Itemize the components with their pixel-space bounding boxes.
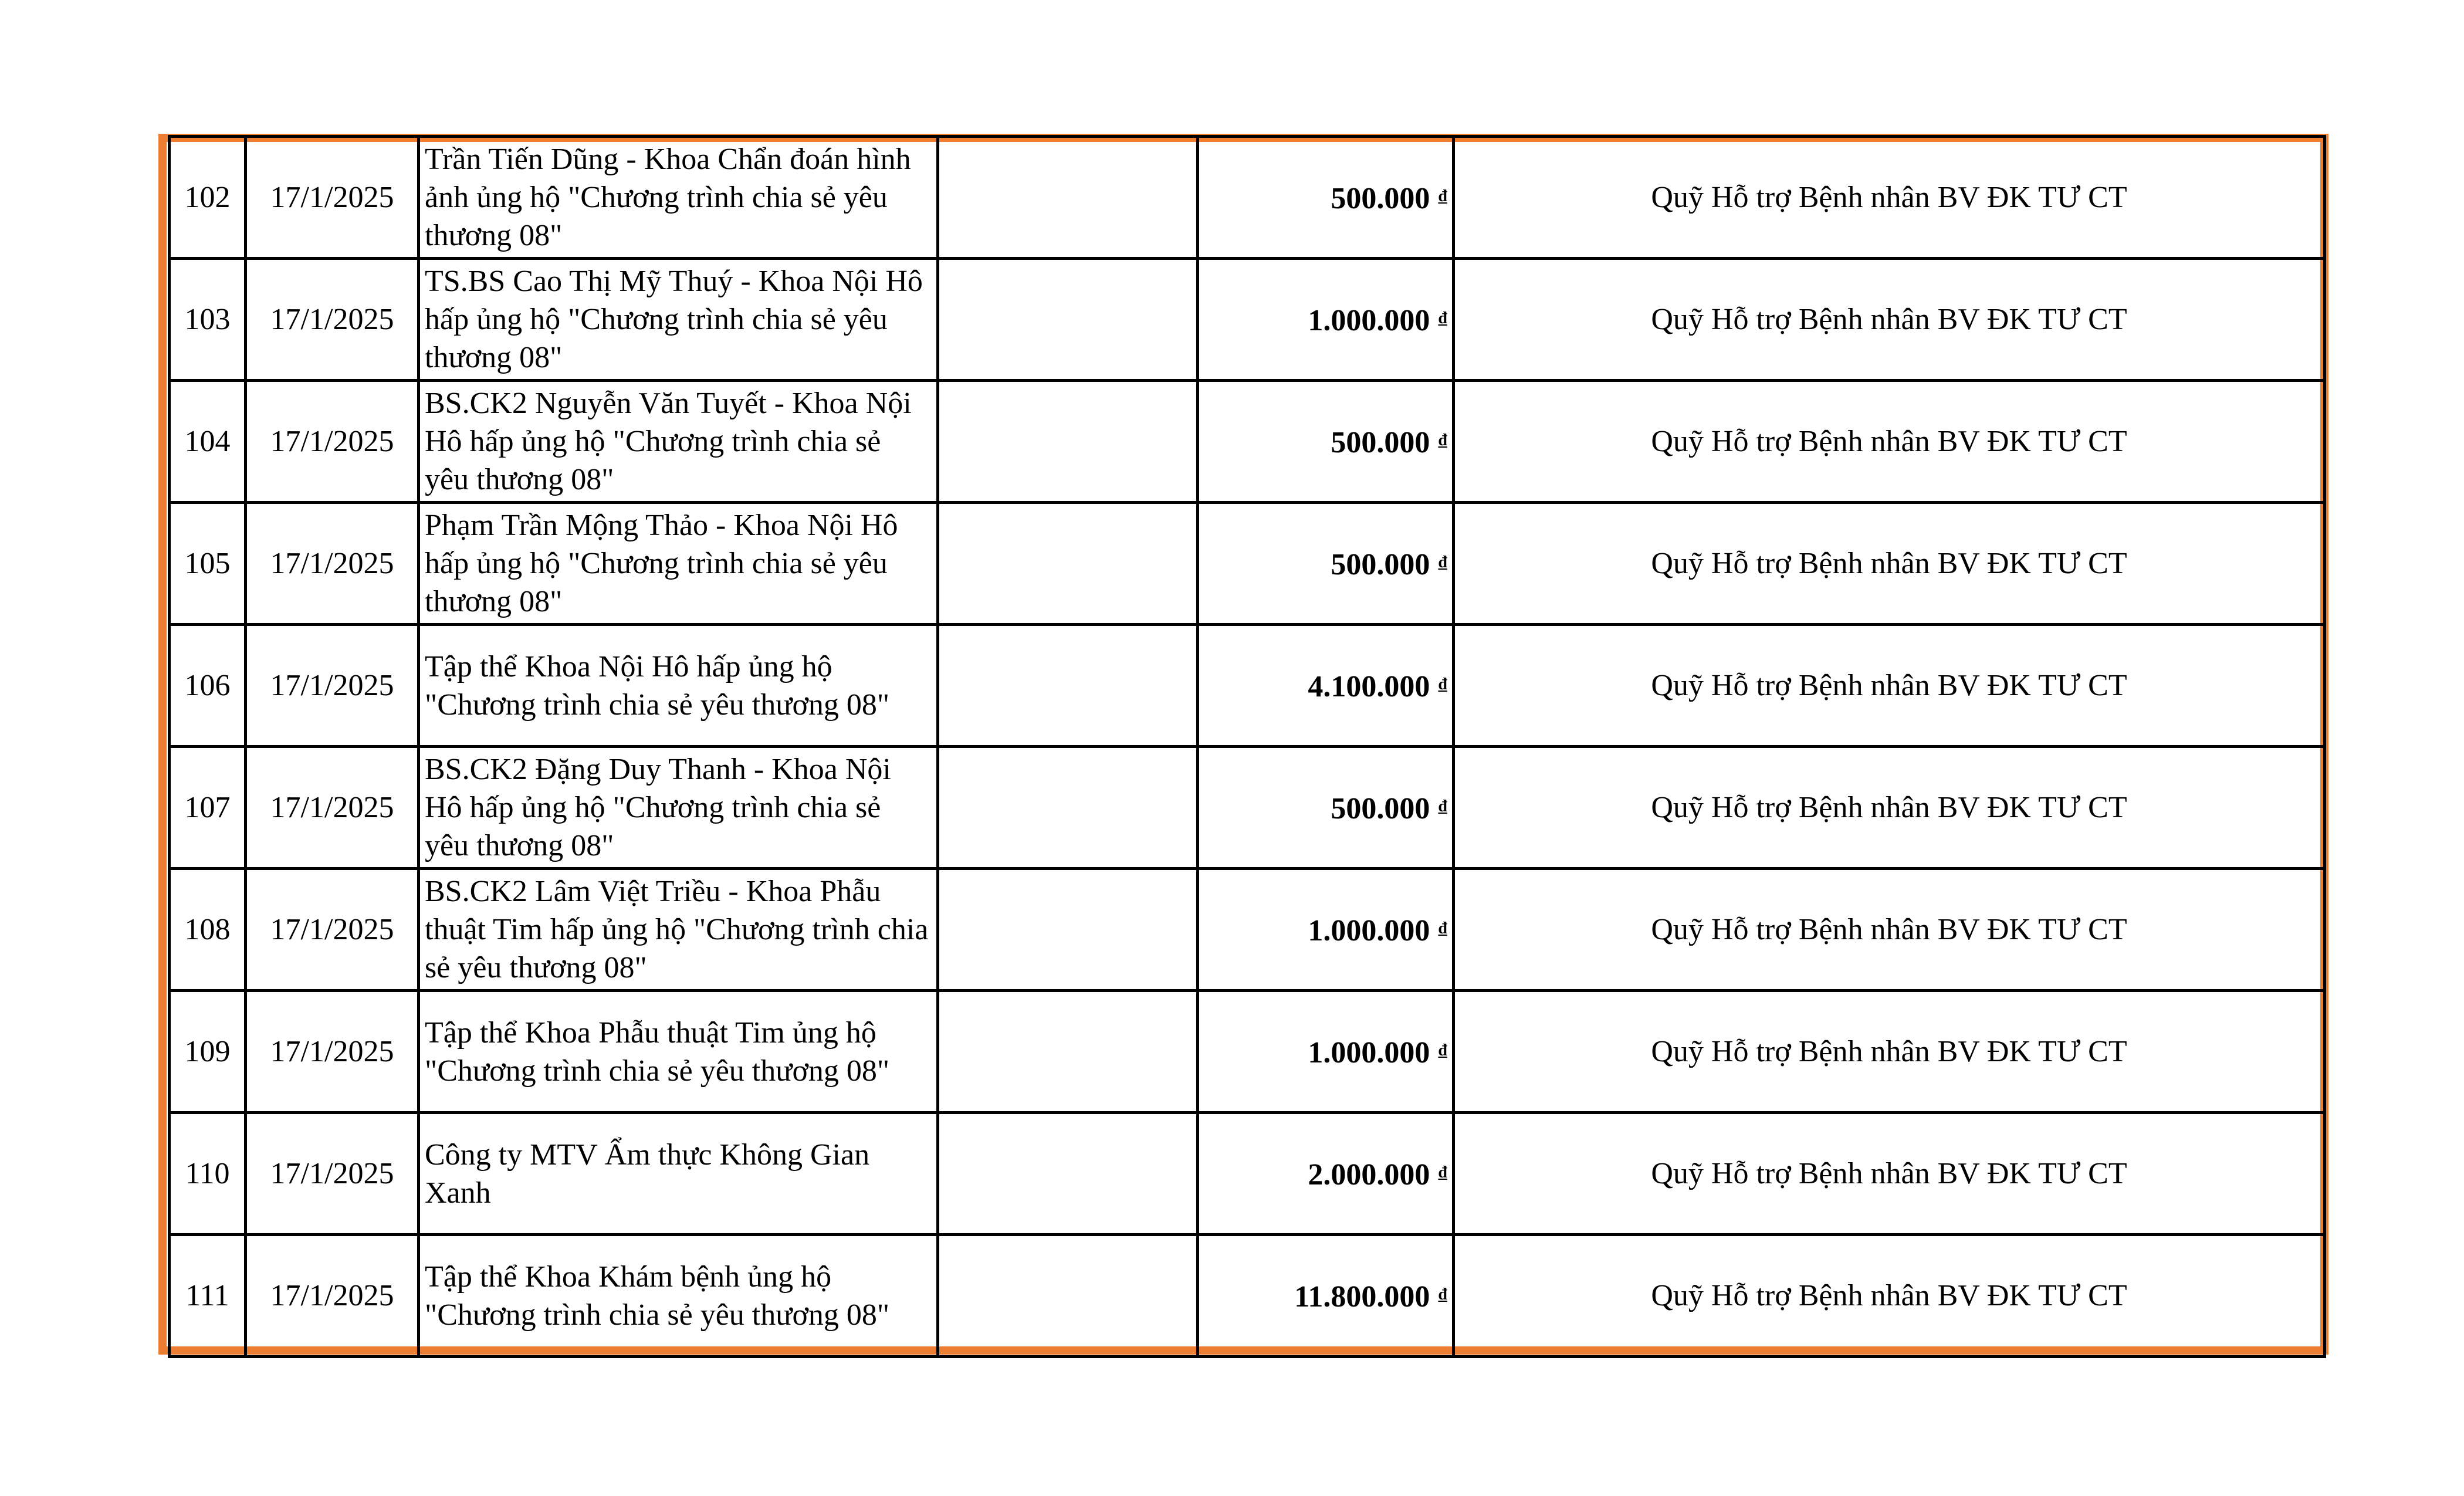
row-description: BS.CK2 Lâm Việt Triều - Khoa Phẫu thuật Tim hấp ủng hộ "Chương trình chia sẻ yêu thương 08"	[419, 869, 938, 991]
table-row	[170, 259, 2325, 381]
row-note	[938, 259, 1198, 381]
row-fund: Quỹ Hỗ trợ Bệnh nhân BV ĐK TƯ CT	[1454, 137, 2325, 259]
amount-value: 4.100.000	[1308, 670, 1430, 703]
row-description: Tập thể Khoa Nội Hô hấp ủng hộ "Chương trình chia sẻ yêu thương 08"	[419, 625, 938, 747]
row-note	[938, 137, 1198, 259]
row-number: 107	[170, 747, 246, 869]
row-number: 103	[170, 259, 246, 381]
currency-symbol: đ	[1438, 1285, 1447, 1304]
amount-value: 500.000	[1331, 792, 1430, 825]
row-amount	[1198, 1235, 1454, 1357]
table-row	[170, 625, 2325, 747]
row-fund: Quỹ Hỗ trợ Bệnh nhân BV ĐK TƯ CT	[1454, 747, 2325, 869]
row-note	[938, 381, 1198, 503]
row-date: 17/1/2025	[246, 137, 419, 259]
row-amount	[1198, 1113, 1454, 1235]
row-number: 105	[170, 503, 246, 625]
row-note	[938, 1113, 1198, 1235]
row-description: TS.BS Cao Thị Mỹ Thuý - Khoa Nội Hô hấp ủng hộ "Chương trình chia sẻ yêu thương 08"	[419, 259, 938, 381]
amount-value: 1.000.000	[1308, 1036, 1430, 1069]
row-date: 17/1/2025	[246, 1235, 419, 1357]
amount-value: 500.000	[1331, 426, 1430, 459]
currency-symbol: đ	[1438, 187, 1447, 205]
currency-symbol: đ	[1438, 1041, 1447, 1060]
row-amount	[1198, 991, 1454, 1113]
table-row	[170, 381, 2325, 503]
row-description: BS.CK2 Nguyễn Văn Tuyết - Khoa Nội Hô hấp ủng hộ "Chương trình chia sẻ yêu thương 08"	[419, 381, 938, 503]
row-note	[938, 625, 1198, 747]
table-row	[170, 747, 2325, 869]
currency-symbol: đ	[1438, 309, 1447, 327]
row-description: Trần Tiến Dũng - Khoa Chẩn đoán hình ảnh ủng hộ "Chương trình chia sẻ yêu thương 08"	[419, 137, 938, 259]
row-note	[938, 503, 1198, 625]
row-number: 106	[170, 625, 246, 747]
donation-table	[168, 135, 2326, 1358]
row-fund: Quỹ Hỗ trợ Bệnh nhân BV ĐK TƯ CT	[1454, 503, 2325, 625]
row-description: Phạm Trần Mộng Thảo - Khoa Nội Hô hấp ủng hộ "Chương trình chia sẻ yêu thương 08"	[419, 503, 938, 625]
table-row	[170, 137, 2325, 259]
row-description: BS.CK2 Đặng Duy Thanh - Khoa Nội Hô hấp ủng hộ "Chương trình chia sẻ yêu thương 08"	[419, 747, 938, 869]
row-description: Tập thể Khoa Phẫu thuật Tim ủng hộ "Chương trình chia sẻ yêu thương 08"	[419, 991, 938, 1113]
row-date: 17/1/2025	[246, 1113, 419, 1235]
row-date: 17/1/2025	[246, 991, 419, 1113]
row-fund: Quỹ Hỗ trợ Bệnh nhân BV ĐK TƯ CT	[1454, 869, 2325, 991]
table-row	[170, 991, 2325, 1113]
row-number: 110	[170, 1113, 246, 1235]
row-note	[938, 869, 1198, 991]
table-row	[170, 1235, 2325, 1357]
amount-value: 11.800.000	[1294, 1280, 1430, 1314]
row-note	[938, 1235, 1198, 1357]
row-number: 109	[170, 991, 246, 1113]
donation-table-body	[170, 137, 2325, 1357]
currency-symbol: đ	[1438, 675, 1447, 693]
currency-symbol: đ	[1438, 919, 1447, 937]
row-number: 104	[170, 381, 246, 503]
row-date: 17/1/2025	[246, 503, 419, 625]
row-date: 17/1/2025	[246, 381, 419, 503]
row-date: 17/1/2025	[246, 869, 419, 991]
row-fund: Quỹ Hỗ trợ Bệnh nhân BV ĐK TƯ CT	[1454, 625, 2325, 747]
amount-value: 500.000	[1331, 548, 1430, 581]
row-number: 111	[170, 1235, 246, 1357]
row-fund: Quỹ Hỗ trợ Bệnh nhân BV ĐK TƯ CT	[1454, 1235, 2325, 1357]
currency-symbol: đ	[1438, 553, 1447, 571]
row-note	[938, 991, 1198, 1113]
row-fund: Quỹ Hỗ trợ Bệnh nhân BV ĐK TƯ CT	[1454, 1113, 2325, 1235]
row-fund: Quỹ Hỗ trợ Bệnh nhân BV ĐK TƯ CT	[1454, 381, 2325, 503]
row-amount	[1198, 259, 1454, 381]
row-amount	[1198, 747, 1454, 869]
currency-symbol: đ	[1438, 1163, 1447, 1182]
table-row	[170, 1113, 2325, 1235]
table-row	[170, 503, 2325, 625]
row-date: 17/1/2025	[246, 259, 419, 381]
table-row	[170, 869, 2325, 991]
row-fund: Quỹ Hỗ trợ Bệnh nhân BV ĐK TƯ CT	[1454, 259, 2325, 381]
row-date: 17/1/2025	[246, 747, 419, 869]
currency-symbol: đ	[1438, 797, 1447, 815]
row-amount	[1198, 625, 1454, 747]
row-amount	[1198, 503, 1454, 625]
currency-symbol: đ	[1438, 431, 1447, 449]
row-number: 102	[170, 137, 246, 259]
amount-value: 1.000.000	[1308, 304, 1430, 337]
row-description: Công ty MTV Ẩm thực Không Gian Xanh	[419, 1113, 938, 1235]
row-amount	[1198, 869, 1454, 991]
row-fund: Quỹ Hỗ trợ Bệnh nhân BV ĐK TƯ CT	[1454, 991, 2325, 1113]
row-amount	[1198, 381, 1454, 503]
amount-value: 1.000.000	[1308, 914, 1430, 947]
row-date: 17/1/2025	[246, 625, 419, 747]
row-number: 108	[170, 869, 246, 991]
row-note	[938, 747, 1198, 869]
row-amount	[1198, 137, 1454, 259]
amount-value: 500.000	[1331, 182, 1430, 215]
amount-value: 2.000.000	[1308, 1158, 1430, 1192]
row-description: Tập thể Khoa Khám bệnh ủng hộ "Chương trình chia sẻ yêu thương 08"	[419, 1235, 938, 1357]
